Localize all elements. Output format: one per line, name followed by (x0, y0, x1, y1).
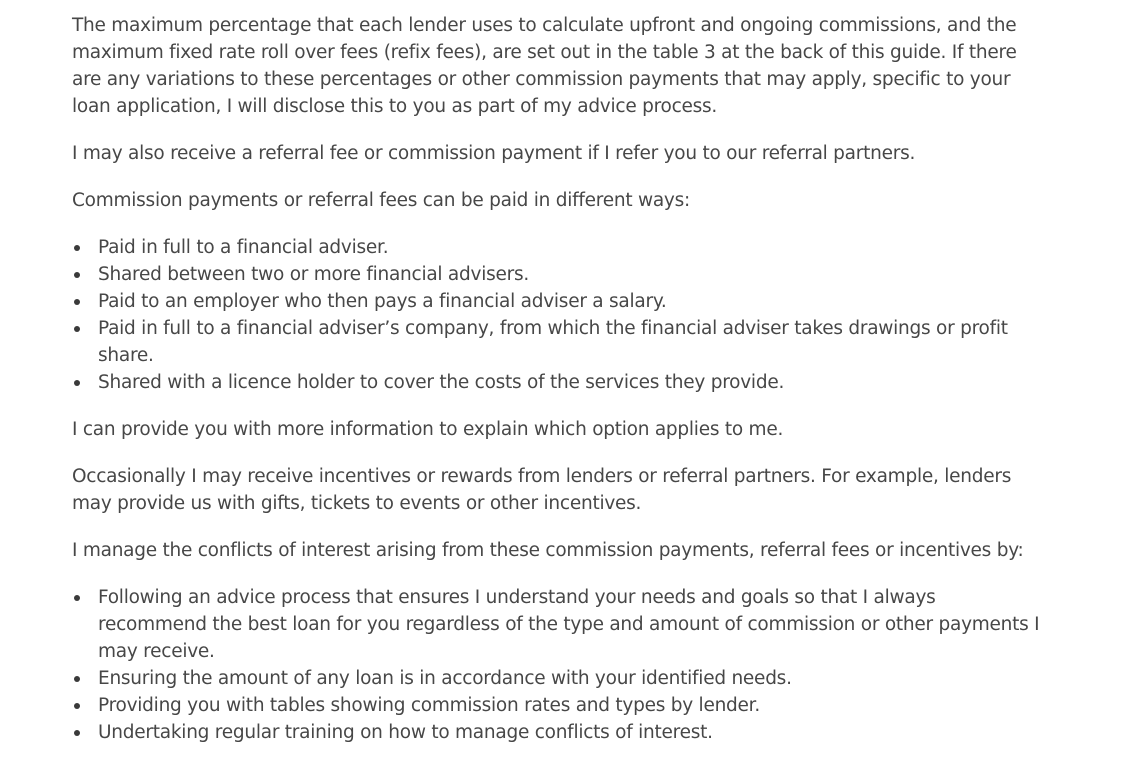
referral-fee-paragraph: I may also receive a referral fee or commission payment if I refer you to our referral partners. (72, 143, 916, 164)
list-item: Ensuring the amount of any loan is in accordance with your identified needs. (72, 665, 1047, 692)
list-item: Paid to an employer who then pays a financial adviser a salary. (72, 288, 1047, 315)
list-item: Undertaking regular training on how to manage conflicts of interest. (72, 719, 1047, 746)
document-body (72, 12, 1047, 766)
more-information-paragraph: I can provide you with more information to explain which option applies to me. (72, 419, 784, 440)
list-item: Paid in full to a financial adviser’s company, from which the financial adviser takes drawings or profit share. (72, 315, 1047, 369)
list-item: Shared between two or more financial advisers. (72, 261, 1047, 288)
payment-ways-intro: Commission payments or referral fees can be paid in different ways: (72, 190, 690, 211)
conflicts-intro: I manage the conflicts of interest arising from these commission payments, referral fees or incentives by: (72, 540, 1024, 561)
list-item: Paid in full to a financial adviser. (72, 234, 1047, 261)
payment-ways-list (72, 234, 1047, 396)
incentives-paragraph: Occasionally I may receive incentives or rewards from lenders or referral partners. For example, lenders may provide us with gifts, tickets to events or other incentives. (72, 466, 1012, 514)
list-item: Following an advice process that ensures I understand your needs and goals so that I always recommend the best loan for you regardless of the type and amount of commission or other payments I may receive. (72, 584, 1047, 665)
list-item: Providing you with tables showing commission rates and types by lender. (72, 692, 1047, 719)
list-item: Shared with a licence holder to cover the costs of the services they provide. (72, 369, 1047, 396)
conflict-measures-list (72, 584, 1047, 746)
commission-percentages-paragraph: The maximum percentage that each lender uses to calculate upfront and ongoing commissions, and the maximum fixed rate roll over fees (refix fees), are set out in the table 3 at the back of this guide. If there are any variations to these percentages or other commission payments that may apply, specific to your loan application, I will disclose this to you as part of my advice process. (72, 15, 1017, 117)
